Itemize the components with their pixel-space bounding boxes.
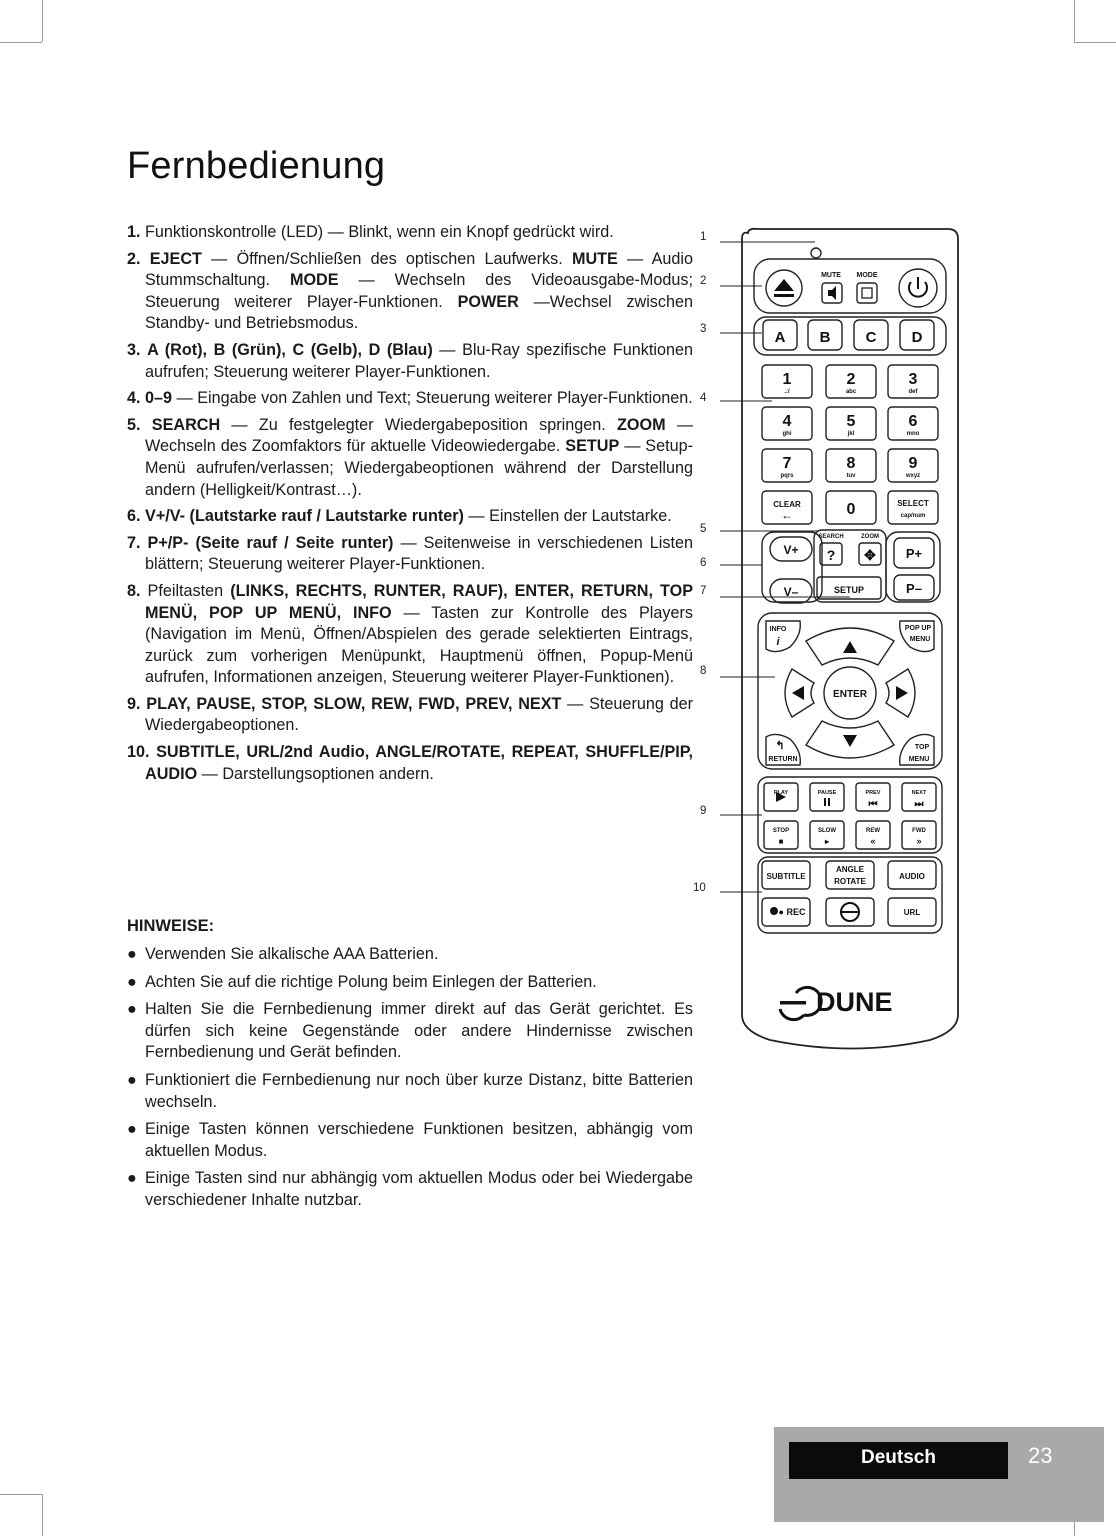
svg-text:SUBTITLE: SUBTITLE (766, 872, 806, 881)
svg-text:abc: abc (845, 389, 857, 395)
svg-text:PAUSE: PAUSE (817, 790, 837, 796)
callout-number: 10 (693, 882, 706, 894)
svg-text:AUDIO: AUDIO (899, 872, 925, 881)
notes-list (127, 944, 693, 1218)
bullet-icon: ● (127, 1000, 137, 1019)
svg-text:▸: ▸ (824, 837, 830, 846)
list-item: 3. A (Rot), B (Grün), C (Gelb), D (Blau) — Blu-Ray spezifische Funktionen aufrufen; Steuerung weiterer Player-Funktionen. (127, 340, 694, 381)
crop-mark (1074, 42, 1116, 43)
svg-text:8: 8 (846, 455, 856, 472)
svg-text:5: 5 (846, 413, 856, 430)
callout-number: 9 (700, 805, 707, 817)
bullet-icon: ● (127, 1120, 137, 1139)
bullet-icon: ● (127, 972, 137, 991)
svg-text:?: ? (826, 547, 836, 563)
svg-text:←: ← (781, 508, 793, 522)
button-a-label: A (774, 329, 786, 346)
callout-number: 7 (700, 585, 707, 597)
svg-text:9: 9 (908, 455, 918, 472)
svg-text:0: 0 (846, 501, 856, 518)
button-b-label: B (819, 329, 831, 346)
svg-text:● REC: ● REC (778, 907, 806, 917)
mute-label: MUTE (821, 272, 841, 279)
note-item: ● Halten Sie die Fernbedienung immer direkt auf das Gerät gerichtet. Es dürfen sich keine Gegenstände oder andere Hindernisse zwischen Fernbedienung und Gerät befinden. (127, 1000, 693, 1062)
callout-number: 2 (700, 275, 707, 287)
bullet-icon: ● (127, 945, 137, 963)
callout-number: 8 (700, 665, 707, 677)
brand-text: DUNE (816, 987, 893, 1017)
svg-text:■: ■ (778, 837, 784, 846)
svg-text:⏮: ⏮ (868, 799, 878, 810)
crop-mark (42, 0, 43, 42)
svg-text:SELECT: SELECT (897, 499, 929, 508)
svg-text:ghi: ghi (782, 431, 792, 437)
svg-text:pqrs: pqrs (780, 473, 794, 479)
svg-text:STOP: STOP (772, 828, 790, 834)
svg-text:INFO: INFO (769, 626, 787, 633)
button-c-label: C (865, 329, 877, 346)
vminus-label: V– (783, 585, 799, 599)
list-item: 6. V+/V- (Lautstarke rauf / Lautstarke runter) — Einstellen der Lautstarke. (127, 507, 672, 526)
svg-text:«: « (870, 836, 876, 846)
list-item: 1. Funktionskontrolle (LED) — Blinkt, wenn ein Knopf gedrückt wird. (127, 223, 614, 241)
remote-control-illustration (700, 225, 970, 1065)
svg-text:RETURN: RETURN (768, 756, 798, 763)
bullet-icon: ● (127, 1169, 137, 1188)
callout-number: 1 (700, 231, 707, 243)
callout-number: 5 (700, 523, 707, 535)
note-item: ● Einige Tasten sind nur abhängig vom aktuellen Modus oder bei Wiedergabe verschiedener Inhalte nutzbar. (127, 1169, 693, 1209)
svg-text:jkl: jkl (847, 431, 855, 437)
svg-text:POP UP: POP UP (904, 625, 932, 632)
pplus-label: P+ (905, 546, 923, 561)
svg-text:PREV: PREV (865, 790, 881, 796)
svg-text:tuv: tuv (846, 473, 856, 479)
crop-mark (1074, 0, 1075, 42)
crop-mark (0, 42, 42, 43)
callout-number: 4 (700, 392, 707, 404)
svg-text:TOP: TOP (914, 744, 930, 751)
crop-mark (42, 1494, 43, 1536)
clear-label: CLEAR (773, 500, 801, 509)
list-item: 2. EJECT — Öffnen/Schließen des optischen Laufwerks. MUTE — Audio Stummschaltung. MODE — Wechseln des Videoausgabe-Modus; Steuerung weiterer Player-Funktionen. POWER —Wechsel zwischen Standby- und Betriebsmodus. (127, 249, 693, 333)
svg-text:NEXT: NEXT (911, 790, 927, 796)
svg-text:⏭: ⏭ (914, 799, 924, 810)
pminus-label: P– (906, 581, 922, 596)
svg-text:mno: mno (906, 431, 920, 437)
svg-text:URL: URL (903, 908, 921, 917)
page-number: 23 (1028, 1443, 1053, 1468)
svg-text:ANGLE: ANGLE (836, 865, 864, 874)
svg-text:2: 2 (846, 371, 856, 388)
list-item: 10. SUBTITLE, URL/2nd Audio, ANGLE/ROTATE, REPEAT, SHUFFLE/PIP, AUDIO — Darstellungsoptionen andern. (127, 743, 693, 783)
bullet-icon: ● (127, 1070, 137, 1089)
svg-text:i: i (776, 636, 780, 648)
list-item: 8. Pfeiltasten (LINKS, RECHTS, RUNTER, RAUF), ENTER, RETURN, TOP MENÜ, POP UP MENÜ, INFO — Tasten zur Kontrolle des Players (Navigation im Menü, Öffnen/Abspielen des gerade selektierten Eintrags, zurück zum vorherigen Menüpunkt, Hauptmenü öffnen, Popup-Menü aufrufen, Informationen anzeigen, Steuerung weiterer Player-Funktionen). (127, 581, 693, 687)
crop-mark (0, 1494, 42, 1495)
svg-text:1: 1 (782, 371, 792, 388)
svg-text:wxyz: wxyz (905, 473, 921, 479)
svg-text:6: 6 (908, 413, 918, 430)
svg-text:FWD: FWD (912, 828, 926, 834)
note-item: ● Funktioniert die Fernbedienung nur noch über kurze Distanz, bitte Batterien wechseln. (127, 1070, 693, 1111)
svg-text:PLAY: PLAY (773, 790, 789, 796)
svg-text:cap/num: cap/num (900, 513, 926, 519)
note-item: ● Verwenden Sie alkalische AAA Batterien. (127, 944, 693, 966)
language-label: Deutsch (789, 1442, 1008, 1479)
svg-text:MENU: MENU (909, 636, 931, 643)
svg-text:REW: REW (866, 828, 880, 834)
dune-logo (780, 987, 893, 1020)
list-item: 4. 0–9 — Eingabe von Zahlen und Text; Steuerung weiterer Player-Funktionen. (127, 389, 693, 408)
list-item: 5. SEARCH — Zu festgelegter Wiedergabeposition springen. ZOOM — Wechseln des Zoomfaktors für aktuelle Videowiedergabe. SETUP — Setup-Menü aufrufen/verlassen; Wiedergabeoptionen während der Darstellung andern (Helligkeit/Kontrast…). (127, 415, 694, 499)
svg-text:4: 4 (782, 413, 792, 430)
notes-heading: HINWEISE: (127, 917, 215, 935)
svg-text:»: » (916, 836, 922, 846)
svg-text:↰: ↰ (775, 740, 785, 752)
svg-text:SLOW: SLOW (818, 828, 836, 834)
svg-text:MENU: MENU (908, 756, 930, 763)
zoom-label: ZOOM (861, 534, 879, 540)
callout-number: 3 (700, 323, 707, 335)
svg-text:3: 3 (908, 371, 918, 388)
setup-label: SETUP (833, 585, 865, 595)
callout-number: 6 (700, 557, 707, 569)
enter-label: ENTER (833, 689, 867, 700)
svg-text:.:/: .:/ (784, 389, 790, 395)
vplus-label: V+ (783, 543, 799, 557)
button-d-label: D (911, 329, 923, 346)
svg-text:def: def (908, 389, 918, 395)
page-title: Fernbedienung (127, 145, 386, 187)
svg-text:7: 7 (782, 455, 792, 472)
note-item: ● Achten Sie auf die richtige Polung beim Einlegen der Batterien. (127, 972, 693, 994)
svg-text:✥: ✥ (864, 547, 876, 563)
mode-label: MODE (856, 272, 878, 279)
note-item: ● Einige Tasten können verschiedene Funktionen besitzen, abhängig vom aktuellen Modus. (127, 1120, 693, 1160)
list-item: 9. PLAY, PAUSE, STOP, SLOW, REW, FWD, PREV, NEXT — Steuerung der Wiedergabeoptionen. (127, 694, 693, 735)
svg-text:ROTATE: ROTATE (834, 877, 866, 886)
function-list (127, 222, 693, 790)
search-label: SEARCH (818, 534, 844, 540)
list-item: 7. P+/P- (Seite rauf / Seite runter) — Seitenweise in verschiedenen Listen blättern; Steuerung weiterer Player-Funktionen. (127, 533, 693, 574)
